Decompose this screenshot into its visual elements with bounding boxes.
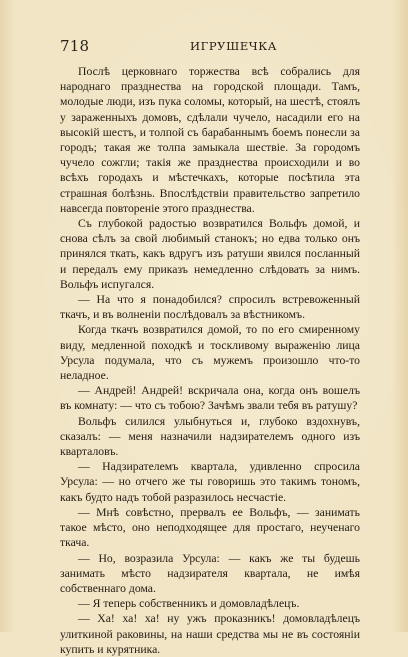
body-text (60, 64, 360, 657)
paragraph: — Андрей! Андрей! вскричала она, когда онъ вошелъ въ комнату: — что съ тобою? Зачѣмъ звали тебя въ ратушу? (60, 384, 360, 413)
paragraph: — Мнѣ совѣстно, прервалъ ее Вольфъ, — занимать такое мѣсто, оно неподходящее для простаго, неученаго ткача. (60, 505, 360, 550)
page-number: 718 (60, 37, 90, 55)
paragraph: — Я теперь собственникъ и домовладѣлецъ. (78, 597, 300, 611)
paragraph: Когда ткачъ возвратился домой, то по его смиренному виду, медленной походкѣ и тоскливому выраженію лица Урсула подумала, что съ мужемъ произошло что-то неладное. (60, 323, 360, 383)
paragraph: — Ха! ха! ха! ну ужъ проказникъ! домовладѣлецъ улиткиной раковины, на наши средства мы не въ состояніи купить и курятника. (60, 612, 360, 656)
paragraph: — Но, возразила Урсула: — какъ же ты будешь занимать мѣсто надзирателя квартала, не имѣя собственнаго дома. (60, 551, 360, 595)
paragraph: Съ глубокой радостью возвратился Вольфъ домой, и снова сѣлъ за свой любимый станокъ; но едва только онъ принялся ткать, какъ вдругъ изъ ратуши явился посланный и передалъ ему приказъ немедленно слѣдовать за нимъ. Вольфъ испугался. (60, 217, 360, 291)
paragraph: — Надзирателемъ квартала, удивленно спросила Урсула: — но отчего же ты говоришь это такимъ тономъ, какъ будто надъ тобой разразилось несчастіе. (60, 460, 360, 504)
running-title: ИГРУШЕЧКА (190, 39, 278, 53)
paragraph: Вольфъ силился улыбнуться и, глубоко вздохнувъ, сказалъ: — меня назначили надзирателемъ одного изъ кварталовъ. (60, 414, 360, 459)
paragraph: — На что я понадобился? спросилъ встревоженный ткачъ, и въ волненіи послѣдовалъ за вѣстникомъ. (60, 293, 360, 322)
paragraph: Послѣ церковнаго торжества всѣ собрались для народнаго празднества на городской площади. Тамъ, молодые люди, изъ пука соломы, который, на шестѣ, стоялъ у зараженныхъ домовъ, сдѣлали чучело, насадили его на высокій шестъ, и толпой съ барабаннымъ боемъ понесли за городъ; такая же толпа замыкала шествіе. За городомъ чучело сожгли; такія же празднества происходили и во всѣхъ городахъ и мѣстечкахъ, которые посѣтила эта страшная болѣзнь. Впослѣдствіи правительство запретило навсегда повтореніе этого празднества. (60, 65, 360, 215)
page-header (60, 37, 360, 57)
